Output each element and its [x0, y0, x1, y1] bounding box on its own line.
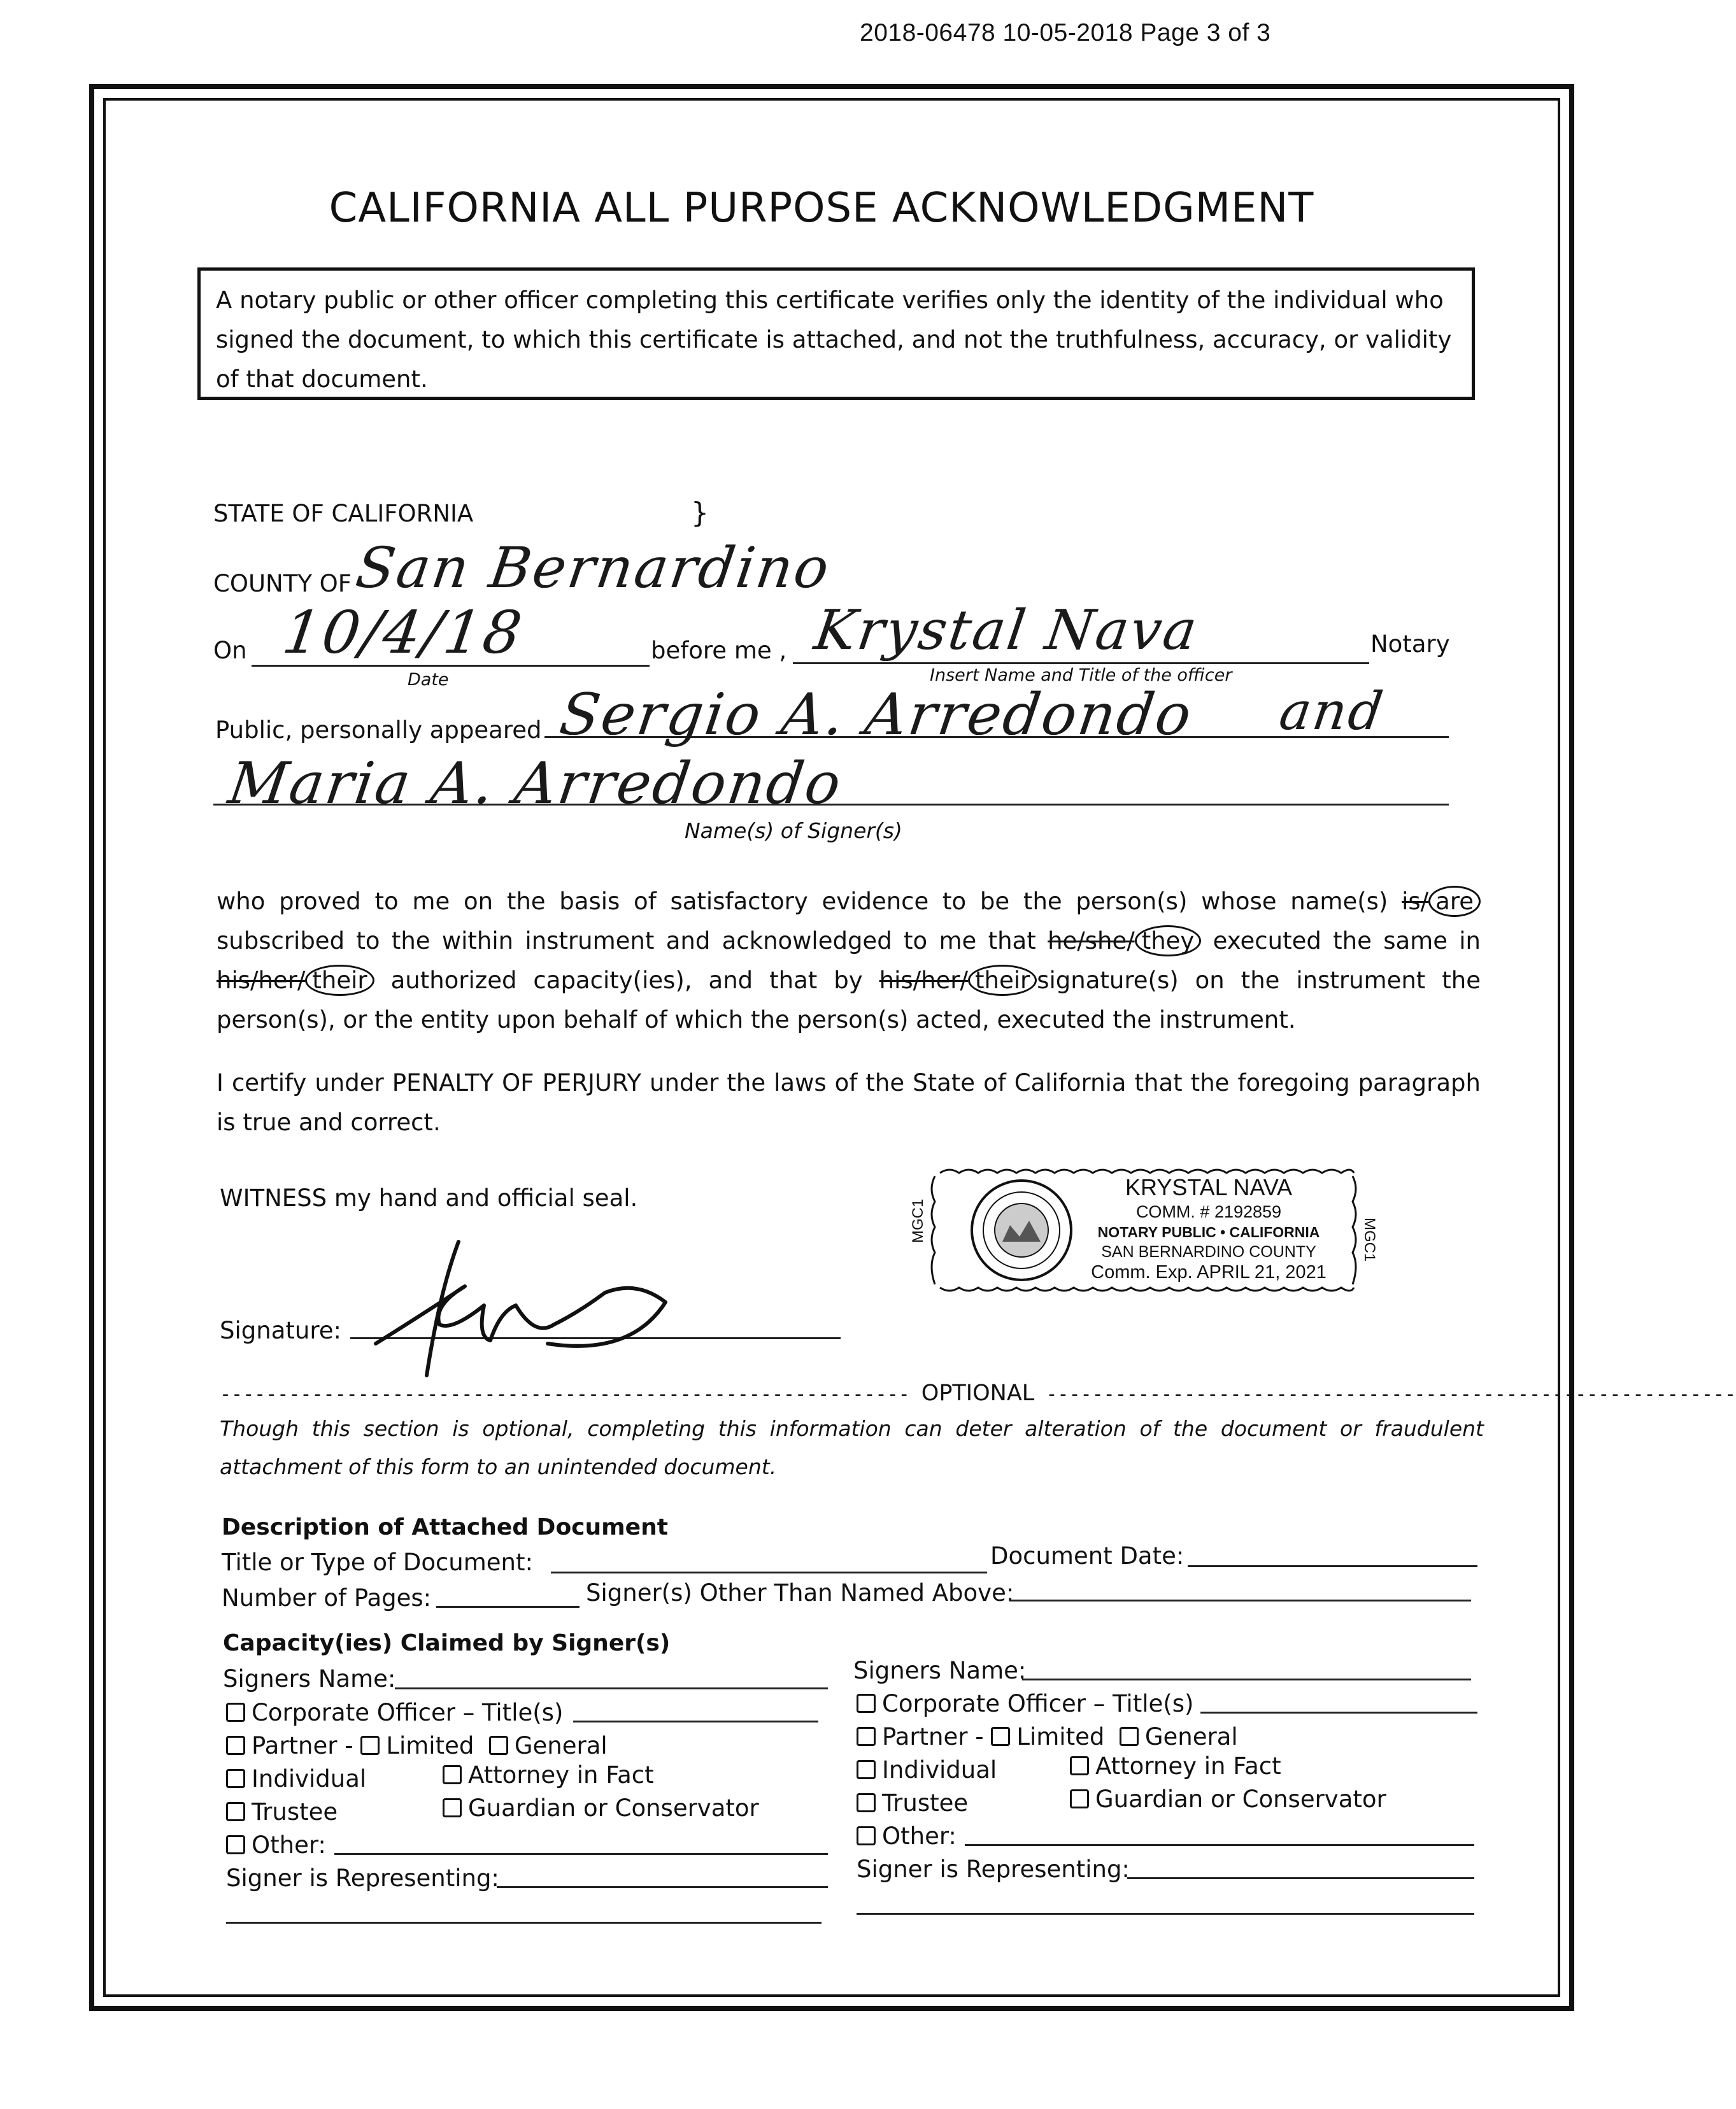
circled-their: their	[305, 965, 374, 996]
seal-expiration: Comm. Exp. APRIL 21, 2021	[1091, 1262, 1327, 1282]
left-representing-label: Signer is Representing:	[226, 1864, 499, 1892]
notary-label: Notary	[1370, 630, 1450, 658]
left-title-line	[573, 1721, 818, 1722]
circled-their-2: their	[968, 965, 1037, 996]
left-trustee-checkbox	[226, 1802, 245, 1821]
right-guardian: Guardian or Conservator	[1070, 1786, 1386, 1813]
left-attorney: Attorney in Fact	[443, 1761, 654, 1789]
right-general-checkbox	[1120, 1727, 1139, 1746]
left-other-line	[334, 1853, 828, 1855]
other-signers-label: Signer(s) Other Than Named Above:	[586, 1579, 1014, 1607]
right-individual-checkbox	[857, 1760, 876, 1779]
right-individual: Individual	[857, 1756, 997, 1784]
right-extra-line	[857, 1913, 1474, 1915]
notice-box: A notary public or other officer completing this certificate verifies only the identity of the individual who signed the document, to which this certificate is attached, and not the truthfulness, accuracy, or validity of that document.	[197, 267, 1475, 400]
left-attorney-checkbox	[443, 1765, 462, 1784]
signature-label: Signature:	[220, 1317, 341, 1344]
struck-is: is/	[1402, 888, 1429, 915]
right-other-checkbox	[857, 1826, 876, 1845]
pages-line	[436, 1606, 580, 1608]
certify-paragraph: I certify under PENALTY OF PERJURY under the laws of the State of California that the foregoing paragraph is true and correct.	[217, 1069, 1481, 1136]
left-guardian: Guardian or Conservator	[443, 1794, 759, 1822]
attached-heading: Description of Attached Document	[222, 1514, 668, 1540]
right-attorney-checkbox	[1070, 1756, 1089, 1775]
struck-his-her-2: his/her/	[879, 967, 968, 994]
right-trustee-checkbox	[857, 1793, 876, 1812]
right-title-line	[1200, 1712, 1477, 1714]
optional-note: Though this section is optional, completing this information can deter alteration of the document or fraudulent attachment of this form to an unintended document.	[220, 1416, 1484, 1479]
left-guardian-checkbox	[443, 1798, 462, 1817]
seal-county: SAN BERNARDINO COUNTY	[1101, 1243, 1316, 1261]
pages-label: Number of Pages:	[222, 1584, 432, 1612]
right-partner-checkbox	[857, 1727, 876, 1746]
on-label: On	[213, 637, 247, 664]
right-other: Other:	[857, 1822, 957, 1850]
public-personally-appeared-label: Public, personally appeared	[215, 716, 542, 744]
left-signers-name-label: Signers Name:	[223, 1665, 396, 1693]
recording-number-header: 2018-06478 10-05-2018 Page 3 of 3	[860, 19, 1271, 46]
doc-title-line	[551, 1572, 987, 1573]
right-trustee: Trustee	[857, 1789, 968, 1817]
left-individual-checkbox	[226, 1769, 245, 1788]
doc-date-line	[1188, 1565, 1477, 1567]
left-other-checkbox	[226, 1835, 245, 1854]
witness-line: WITNESS my hand and official seal.	[220, 1184, 638, 1212]
circled-they: they	[1135, 925, 1202, 956]
date-caption: Date	[408, 670, 449, 690]
left-representing-line	[497, 1886, 828, 1888]
left-other: Other:	[226, 1831, 326, 1859]
venue-bracket: }	[691, 497, 709, 529]
signer-names-line2: Maria A. Arredondo	[224, 750, 847, 817]
left-partner: Partner - Limited General	[226, 1732, 608, 1759]
capacity-heading: Capacity(ies) Claimed by Signer(s)	[223, 1630, 671, 1656]
optional-heading: OPTIONAL	[921, 1381, 1035, 1406]
right-corporate-checkbox	[857, 1694, 876, 1713]
left-partner-checkbox	[226, 1736, 245, 1755]
doc-title-label: Title or Type of Document:	[222, 1549, 533, 1576]
circled-are: are	[1428, 886, 1481, 917]
left-signers-name-line	[395, 1687, 828, 1689]
signer-names-line1: Sergio A. Arredondo	[555, 681, 1197, 748]
seal-side-left: MGC1	[909, 1198, 927, 1243]
seal-comm: COMM. # 2192859	[1135, 1202, 1282, 1221]
left-trustee: Trustee	[226, 1798, 338, 1826]
left-individual: Individual	[226, 1765, 366, 1793]
date-handwritten: 10/4/18	[278, 599, 528, 667]
left-corporate-officer: Corporate Officer – Title(s)	[226, 1699, 563, 1726]
seal-notary: NOTARY PUBLIC • CALIFORNIA	[1097, 1224, 1320, 1240]
signers-caption: Name(s) of Signer(s)	[685, 818, 902, 843]
right-corporate-officer: Corporate Officer – Title(s)	[857, 1690, 1193, 1717]
officer-line	[793, 662, 1369, 664]
struck-he-she: he/she/	[1048, 927, 1135, 955]
right-attorney: Attorney in Fact	[1070, 1752, 1281, 1780]
notary-seal	[909, 1167, 1378, 1294]
county-label: COUNTY OF	[213, 570, 352, 597]
page-title: CALIFORNIA ALL PURPOSE ACKNOWLEDGMENT	[329, 185, 1314, 232]
right-representing-label: Signer is Representing:	[857, 1856, 1130, 1883]
left-extra-line	[226, 1922, 822, 1924]
other-signers-line	[1009, 1600, 1471, 1601]
before-me-label: before me ,	[651, 637, 787, 664]
right-other-line	[965, 1844, 1474, 1846]
left-limited-checkbox	[360, 1736, 380, 1755]
county-handwritten: San Bernardino	[352, 535, 835, 600]
struck-his-her: his/her/	[217, 967, 306, 994]
right-guardian-checkbox	[1070, 1789, 1089, 1808]
right-signers-name-line	[1022, 1679, 1471, 1680]
officer-caption: Insert Name and Title of the officer	[930, 665, 1232, 685]
officer-handwritten: Krystal Nava	[810, 599, 1203, 662]
right-representing-line	[1127, 1877, 1474, 1879]
left-general-checkbox	[489, 1736, 508, 1755]
state-label: STATE OF CALIFORNIA	[213, 500, 474, 527]
left-corporate-checkbox	[226, 1703, 245, 1722]
right-limited-checkbox	[991, 1727, 1010, 1746]
seal-side-right: MGC1	[1361, 1218, 1378, 1262]
seal-name: KRYSTAL NAVA	[1125, 1174, 1293, 1200]
right-signers-name-label: Signers Name:	[853, 1657, 1027, 1684]
optional-divider: ------------------------------------------------------------ OPTIONAL ------------------------------------------------------------	[220, 1381, 1736, 1406]
signer-and: and	[1276, 681, 1388, 742]
right-partner: Partner - Limited General	[857, 1723, 1238, 1750]
doc-date-label: Document Date:	[990, 1542, 1185, 1570]
proof-paragraph: who proved to me on the basis of satisfactory evidence to be the person(s) whose name(s) is/ are subscribed to the within instrument and acknowledged to me that he/she/ they executed the same in his/her/ their authorized capacity(ies), and that by his/her/ their signature(s) on the instrument the person(s), or the entity upon behalf of which the person(s) acted, executed the instrument.	[217, 882, 1481, 1040]
handwritten-signature	[363, 1235, 720, 1388]
